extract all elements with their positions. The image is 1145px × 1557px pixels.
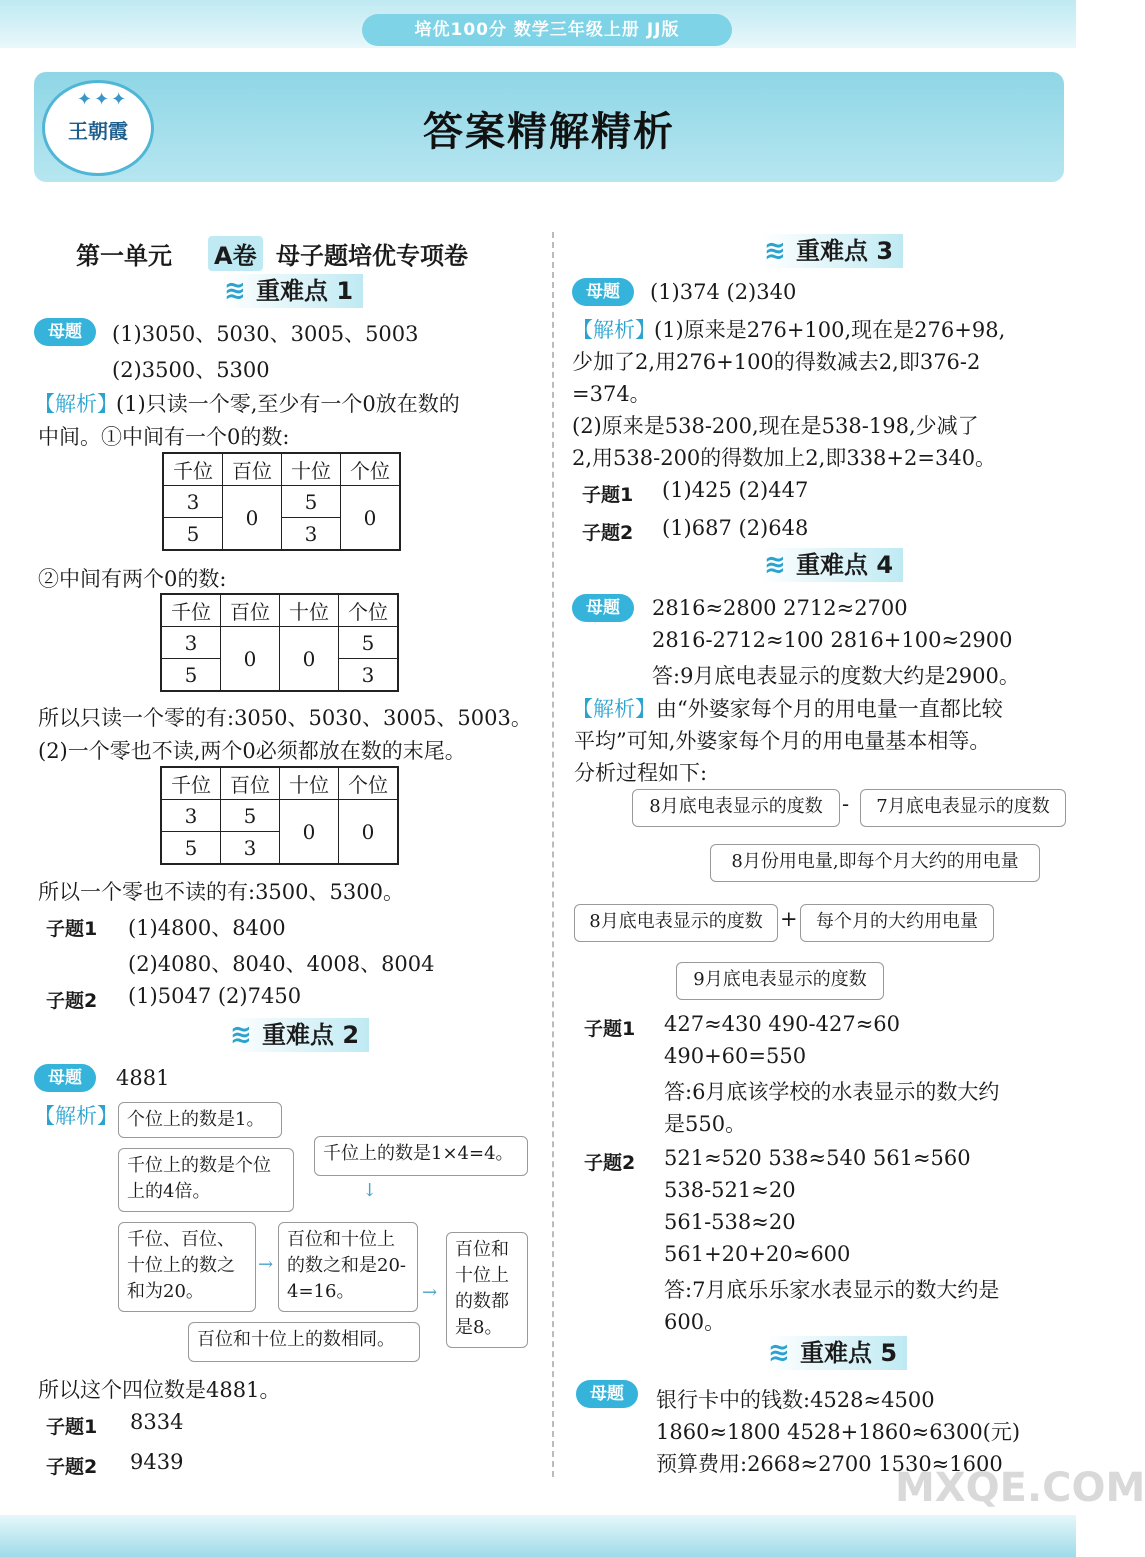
analysis-line: 分析过程如下:: [574, 761, 708, 785]
sub-question-label: 子题1: [582, 484, 634, 506]
answer-line: (2)4080、8040、4008、8004: [128, 952, 435, 976]
table-cell: 5: [163, 518, 223, 551]
table-cell: 0: [341, 486, 401, 551]
answer-line: (2)3500、5300: [112, 358, 270, 382]
answer-line: 8334: [130, 1410, 184, 1434]
flow-box: 9月底电表显示的度数: [676, 962, 884, 1000]
table-header: 百位: [221, 594, 280, 627]
answer-line: (1)5047 (2)7450: [128, 984, 302, 1008]
analysis-line: 平均”可知,外婆家每个月的用电量基本相等。: [574, 729, 991, 753]
mother-question-badge: 母题: [34, 1064, 96, 1092]
answer-line: 490+60=550: [664, 1044, 807, 1068]
book-title-pill: 培优100分 数学三年级上册 JJ版: [362, 14, 732, 46]
flow-box: 百位和十位上的数都是8。: [446, 1232, 528, 1348]
sub-question-label: 子题1: [584, 1018, 636, 1040]
answer-line: 427≈430 490-427≈60: [664, 1012, 901, 1036]
table-cell: 5: [282, 486, 341, 518]
logo-text: 王朝霞: [68, 119, 128, 143]
analysis-line: 所以一个零也不读的有:3500、5300。: [38, 880, 404, 904]
table-header: 个位: [341, 453, 401, 486]
flow-box: 百位和十位上的数相同。: [188, 1322, 420, 1362]
table-cell: 3: [221, 832, 280, 865]
answer-line: 银行卡中的钱数:4528≈4500: [656, 1388, 935, 1412]
wave-icon: ≋: [764, 550, 786, 580]
table-cell: 3: [161, 800, 221, 832]
flow-box: 8月底电表显示的度数: [632, 789, 840, 827]
analysis-line: 2,用538-200的得数加上2,即338+2=340。: [572, 446, 997, 470]
answer-line: (1)3050、5030、3005、5003: [112, 322, 419, 346]
analysis-line: 由“外婆家每个月的用电量一直都比较: [656, 697, 1003, 721]
analysis-line: ②中间有两个0的数:: [38, 567, 227, 591]
column-divider: [552, 232, 554, 1477]
analysis-label: 【解析】: [572, 697, 656, 721]
table-header: 个位: [339, 767, 399, 800]
mother-question-badge: 母题: [572, 594, 634, 622]
arrow-right-icon: →: [422, 1282, 438, 1303]
answer-line: 9439: [130, 1450, 184, 1474]
flow-box: 7月底电表显示的度数: [860, 789, 1066, 827]
watermark: MXQE.COM: [895, 1465, 1145, 1511]
answer-line: 是550。: [664, 1112, 747, 1136]
flow-box: 千位、百位、十位上的数之和为20。: [118, 1222, 256, 1312]
table-header: 千位: [161, 767, 221, 800]
answer-line: 答:6月底该学校的水表显示的数大约: [664, 1080, 1000, 1104]
answer-line: 561-538≈20: [664, 1210, 796, 1234]
wave-icon: ≋: [764, 236, 786, 266]
key-point-4-heading: [762, 548, 903, 582]
analysis-line: 少加了2,用276+100的得数减去2,即376-2: [572, 350, 981, 374]
table-header: 千位: [161, 594, 221, 627]
table-cell: 5: [339, 627, 399, 659]
key-point-label: 重难点 3: [796, 237, 894, 265]
table-cell: 0: [223, 486, 282, 551]
analysis-line: 所以只读一个零的有:3050、5030、3005、5003。: [38, 706, 532, 730]
key-point-label: 重难点 5: [800, 1339, 898, 1367]
wave-icon: ≋: [224, 276, 246, 306]
arrow-down-icon: ↓: [362, 1180, 378, 1201]
table-cell: 5: [221, 800, 280, 832]
answer-line: 538-521≈20: [664, 1178, 796, 1202]
header-banner: [34, 72, 1064, 182]
crown-icon: ✦✦✦: [77, 89, 129, 110]
mother-question-badge: 母题: [576, 1380, 638, 1408]
analysis-label: 【解析】: [34, 392, 118, 416]
sub-question-label: 子题1: [46, 1416, 98, 1438]
table-header: 百位: [223, 453, 282, 486]
mother-question-badge: 母题: [572, 278, 634, 306]
table-header: 十位: [280, 594, 339, 627]
unit-heading: 第一单元: [76, 242, 172, 270]
answer-line: 答:7月底乐乐家水表显示的数大约是: [664, 1278, 1000, 1302]
table-header: 百位: [221, 767, 280, 800]
answer-line: 预算费用:2668≈2700 1530≈1600: [656, 1452, 1003, 1476]
table-cell: 3: [163, 486, 223, 518]
sub-question-label: 子题2: [582, 522, 634, 544]
table-header: 十位: [282, 453, 341, 486]
table-cell: 0: [339, 800, 399, 865]
mother-question-badge: 母题: [34, 318, 96, 346]
place-value-table: [162, 452, 401, 551]
minus-sign: -: [842, 792, 850, 816]
sub-question-label: 子题2: [584, 1152, 636, 1174]
key-point-2-heading: [228, 1018, 369, 1052]
analysis-line: (1)只读一个零,至少有一个0放在数的: [116, 392, 460, 416]
table-header: 个位: [339, 594, 399, 627]
plus-sign: +: [780, 907, 798, 931]
top-bar: [0, 0, 1076, 48]
analysis-line: (2)原来是538-200,现在是538-198,少减了: [572, 414, 979, 438]
table-cell: 0: [280, 627, 339, 692]
place-value-table: [160, 593, 399, 692]
table-cell: 3: [282, 518, 341, 551]
table-header: 千位: [163, 453, 223, 486]
table-cell: 0: [221, 627, 280, 692]
page-title: 答案精解精析: [423, 109, 675, 155]
answer-line: (1)425 (2)447: [662, 478, 809, 502]
arrow-right-icon: →: [258, 1254, 274, 1275]
place-value-table: [160, 766, 399, 865]
answer-line: 600。: [664, 1310, 726, 1334]
table-cell: 5: [161, 832, 221, 865]
footer-band: [0, 1515, 1076, 1557]
key-point-label: 重难点 1: [256, 277, 354, 305]
key-point-label: 重难点 2: [262, 1021, 360, 1049]
flow-box: 每个月的大约用电量: [800, 904, 994, 942]
juan-label: A卷: [208, 236, 263, 271]
table-cell: 5: [161, 659, 221, 692]
flow-box: 千位上的数是1×4=4。: [314, 1136, 528, 1176]
key-point-label: 重难点 4: [796, 551, 894, 579]
flow-box: 百位和十位上的数之和是20-4=16。: [278, 1222, 418, 1312]
table-cell: 3: [161, 627, 221, 659]
flow-box: 8月底电表显示的度数: [574, 904, 778, 942]
key-point-1-heading: [222, 274, 363, 308]
flow-box: 个位上的数是1。: [118, 1102, 282, 1138]
analysis-line: (2)一个零也不读,两个0必须都放在数的末尾。: [38, 739, 466, 763]
sub-question-label: 子题2: [46, 1456, 98, 1478]
answer-line: (1)687 (2)648: [662, 516, 809, 540]
answer-line: 答:9月底电表显示的度数大约是2900。: [652, 664, 1020, 688]
wave-icon: ≋: [230, 1020, 252, 1050]
key-point-3-heading: [762, 234, 903, 268]
key-point-5-heading: [766, 1336, 907, 1370]
answer-line: 521≈520 538≈540 561≈560: [664, 1146, 971, 1170]
answer-line: 2816-2712≈100 2816+100≈2900: [652, 628, 1013, 652]
analysis-line: (1)原来是276+100,现在是276+98,: [654, 318, 1006, 342]
wave-icon: ≋: [768, 1338, 790, 1368]
analysis-label: 【解析】: [34, 1104, 118, 1128]
sub-question-label: 子题2: [46, 990, 98, 1012]
analysis-line: 中间。①中间有一个0的数:: [38, 425, 290, 449]
flow-box: 千位上的数是个位上的4倍。: [118, 1148, 294, 1212]
answer-line: 561+20+20≈600: [664, 1242, 851, 1266]
table-header: 十位: [280, 767, 339, 800]
flow-box: 8月份用电量,即每个月大约的用电量: [710, 844, 1040, 882]
answer-line: (1)374 (2)340: [650, 280, 797, 304]
table-cell: 3: [339, 659, 399, 692]
answer-line: (1)4800、8400: [128, 916, 286, 940]
analysis-line: =374。: [572, 382, 651, 406]
sub-question-label: 子题1: [46, 918, 98, 940]
answer-line: 1860≈1800 4528+1860≈6300(元): [656, 1420, 1021, 1444]
answer-line: 2816≈2800 2712≈2700: [652, 596, 908, 620]
juan-title: 母子题培优专项卷: [276, 242, 468, 270]
analysis-line: 所以这个四位数是4881。: [38, 1378, 281, 1402]
analysis-label: 【解析】: [572, 318, 656, 342]
table-cell: 0: [280, 800, 339, 865]
answer-line: 4881: [116, 1066, 170, 1090]
